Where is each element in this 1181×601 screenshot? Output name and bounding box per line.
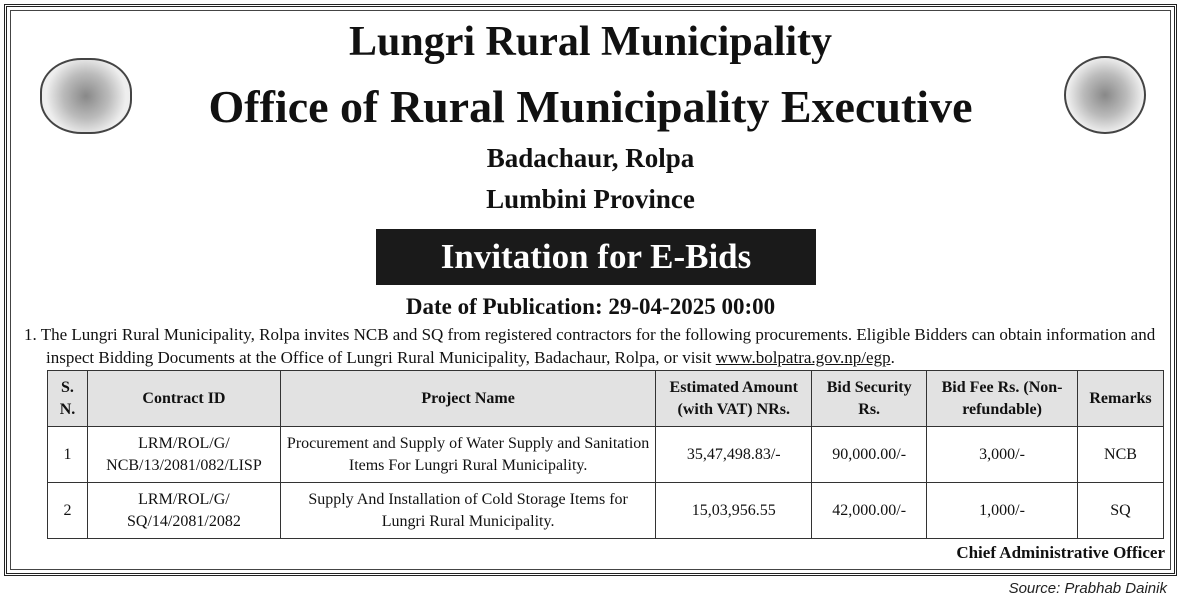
cell-contract-id: LRM/ROL/G/ NCB/13/2081/082/LISP [87,427,280,483]
cell-project-name: Supply And Installation of Cold Storage Items for Lungri Rural Municipality. [280,483,655,539]
municipality-name: Lungri Rural Municipality [348,19,833,65]
paragraph-number: 1. [24,325,37,344]
source-credit: Source: Prabhab Dainik [1008,580,1167,597]
paragraph-text: The Lungri Rural Municipality, Rolpa invites NCB and SQ from registered contractors for the following procurements. Eligible Bidders can obtain information and [40,325,1156,344]
header-contract-id: Contract ID [87,371,280,427]
cell-estimated-amount: 35,47,498.83/- [656,427,812,483]
cell-bid-security: 90,000.00/- [812,427,927,483]
cell-bid-fee: 1,000/- [927,483,1078,539]
signatory: Chief Administrative Officer [956,543,1165,562]
header-bid-security: Bid Security Rs. [812,371,927,427]
table-row [48,427,1164,483]
publication-date: Date of Publication: 29-04-2025 00:00 [405,294,776,319]
cell-estimated-amount: 15,03,956.55 [656,483,812,539]
province: Lumbini Province [486,184,695,214]
cell-remarks: NCB [1077,427,1163,483]
notice-paragraph [24,323,1164,369]
paragraph-end: . [890,348,895,367]
address: Badachaur, Rolpa [486,143,695,173]
header-project-name: Project Name [280,371,655,427]
cell-sn: 2 [48,483,88,539]
header-bid-fee: Bid Fee Rs. (Non-refundable) [927,371,1078,427]
header-remarks: Remarks [1077,371,1163,427]
paragraph-text: inspect Bidding Documents at the Office of Lungri Rural Municipality, Badachaur, Rolpa, or visit [46,348,716,367]
cell-bid-fee: 3,000/- [927,427,1078,483]
cell-project-name: Procurement and Supply of Water Supply and Sanitation Items For Lungri Rural Municipality. [280,427,655,483]
cell-contract-id: LRM/ROL/G/ SQ/14/2081/2082 [87,483,280,539]
bolpatra-link[interactable]: www.bolpatra.gov.np/egp [715,348,891,367]
notice-title: Invitation for E-Bids [376,229,816,285]
cell-remarks: SQ [1077,483,1163,539]
header-estimated-amount: Estimated Amount (with VAT) NRs. [656,371,812,427]
cell-sn: 1 [48,427,88,483]
bids-table [47,370,1164,539]
header-sn: S. N. [48,371,88,427]
office-name: Office of Rural Municipality Executive [208,81,973,132]
table-header-row [48,371,1164,427]
cell-bid-security: 42,000.00/- [812,483,927,539]
table-row [48,483,1164,539]
